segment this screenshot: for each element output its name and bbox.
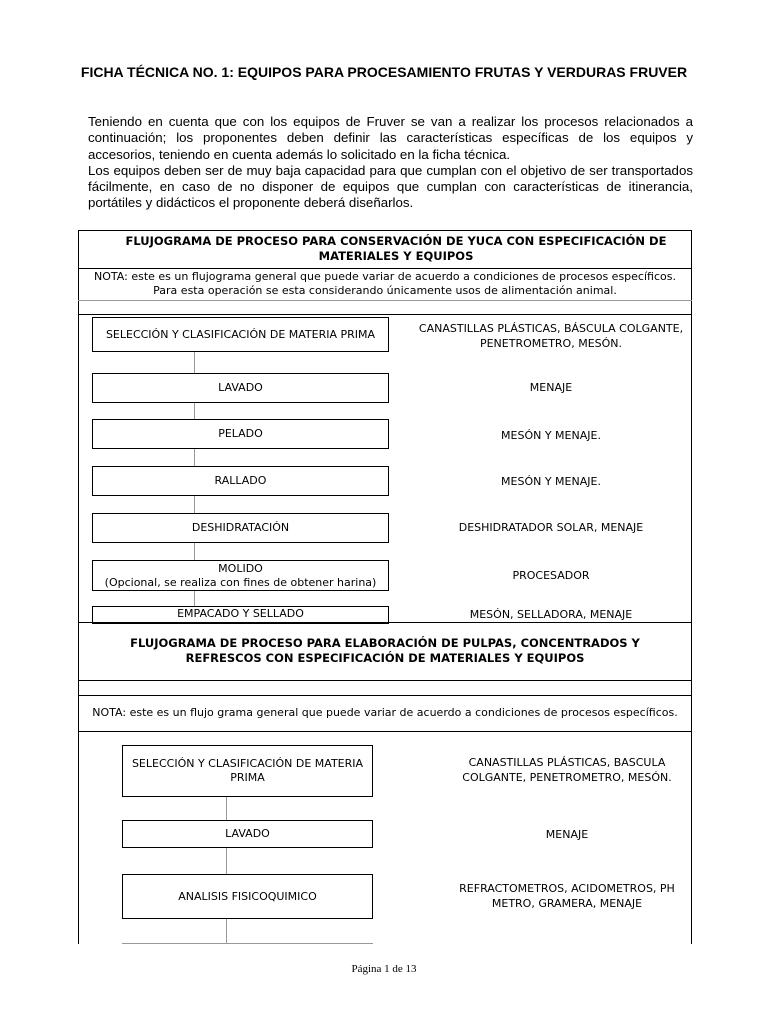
equipment-text: REFRACTOMETROS, ACIDOMETROS, PH METRO, GRAMERA, MENAJE	[459, 882, 675, 910]
equipment-text: CANASTILLAS PLÁSTICAS, BASCULA COLGANTE, PENETROMETRO, MESÓN.	[462, 756, 672, 784]
intro-paragraph-2: Los equipos deben ser de muy baja capacidad para que cumplan con el objetivo de ser transportados fácilmente, en caso de no disponer de equipos que cumplan con características de itinerancia, portátiles y didácticos el proponente deberá diseñarlos.	[88, 162, 693, 211]
process-box-seleccion	[92, 317, 389, 352]
section2-title: FLUJOGRAMA DE PROCESO PARA ELABORACIÓN DE PULPAS, CONCENTRADOS Y REFRESCOS CON ESPECIFICACIÓN DE MATERIALES Y EQUIPOS	[130, 636, 640, 665]
process-label: RALLADO	[214, 474, 267, 487]
section1-title: FLUJOGRAMA DE PROCESO PARA CONSERVACIÓN DE YUCA CON ESPECIFICACIÓN DE MATERIALES Y EQUIPOS	[125, 234, 667, 263]
next-box-top-edge	[122, 943, 373, 944]
equipment-text: MENAJE	[529, 381, 573, 394]
intro-paragraph-1: Teniendo en cuenta que con los equipos de Fruver se van a realizar los procesos relacionados a continuación; los proponentes deben definir las características específicas de los equipos y accesorios, teniendo en cuenta además lo solicitado en la ficha técnica.	[88, 114, 693, 162]
equipment-text: DESHIDRATADOR SOLAR, MENAJE	[458, 521, 644, 534]
process-label: SELECCIÓN Y CLASIFICACIÓN DE MATERIA PRIMA	[131, 757, 364, 784]
connector-line	[194, 352, 195, 373]
page-number: Página 1 de 13	[351, 963, 417, 975]
process-label: SELECCIÓN Y CLASIFICACIÓN DE MATERIA PRIMA	[105, 327, 376, 341]
section2-nota-divider	[78, 731, 692, 732]
process-box-rallado	[92, 466, 389, 496]
connector-line	[194, 591, 195, 606]
process-box-molido	[92, 560, 389, 591]
section2-right-border	[691, 622, 692, 944]
process-label: LAVADO	[225, 827, 270, 840]
section1-nota-line2: Para esta operación se esta considerando únicamente usos de alimentación animal.	[153, 284, 617, 297]
equipment-text: MESÓN Y MENAJE.	[501, 475, 601, 488]
equipment-text: MESÓN Y MENAJE.	[501, 429, 601, 442]
process-label: DESHIDRATACIÓN	[191, 521, 290, 534]
process-label: LAVADO	[218, 381, 263, 394]
process-box-seleccion-2	[122, 745, 373, 797]
process-box-analisis	[122, 874, 373, 919]
equipment-text: MESÓN, SELLADORA, MENAJE	[469, 608, 633, 621]
section1-right-border	[691, 230, 692, 622]
equipment-text: MENAJE	[545, 828, 589, 841]
connector-line	[194, 449, 195, 466]
connector-line	[226, 797, 227, 820]
section2-nota: NOTA: este es un flujo grama general que puede variar de acuerdo a condiciones de procesos específicos.	[92, 706, 678, 719]
process-box-lavado-2	[122, 820, 373, 848]
equipment-text: CANASTILLAS PLÁSTICAS, BÁSCULA COLGANTE, PENETROMETRO, MESÓN.	[418, 322, 684, 350]
section2-spacer-divider	[78, 695, 692, 696]
connector-line	[194, 403, 195, 419]
process-box-pelado	[92, 419, 389, 449]
connector-line	[194, 496, 195, 513]
section1-nota	[79, 270, 691, 298]
section1-nota-divider	[78, 300, 692, 301]
section1-flow-divider	[78, 314, 692, 315]
section1-top-border	[78, 230, 692, 231]
section1-title-divider	[78, 268, 692, 269]
process-label: MOLIDO	[218, 561, 263, 575]
process-label: ANALISIS FISICOQUIMICO	[178, 889, 317, 903]
connector-line	[226, 848, 227, 874]
process-note: (Opcional, se realiza con fines de obtener harina)	[104, 575, 377, 589]
section2-top-border	[78, 622, 692, 623]
connector-line	[226, 919, 227, 943]
process-label: EMPACADO Y SELLADO	[177, 607, 304, 620]
section1-nota-line1: NOTA: este es un flujograma general que puede variar de acuerdo a condiciones de procesos específicos.	[94, 270, 676, 283]
section2-left-border	[78, 622, 79, 944]
intro-text	[88, 114, 693, 212]
process-label: PELADO	[218, 427, 263, 440]
process-box-deshidratacion	[92, 513, 389, 543]
process-box-lavado	[92, 373, 389, 403]
section2-title-divider	[78, 680, 692, 681]
connector-line	[194, 543, 195, 560]
document-title: FICHA TÉCNICA NO. 1: EQUIPOS PARA PROCESAMIENTO FRUTAS Y VERDURAS FRUVER	[80, 64, 688, 80]
equipment-text: PROCESADOR	[512, 569, 590, 582]
